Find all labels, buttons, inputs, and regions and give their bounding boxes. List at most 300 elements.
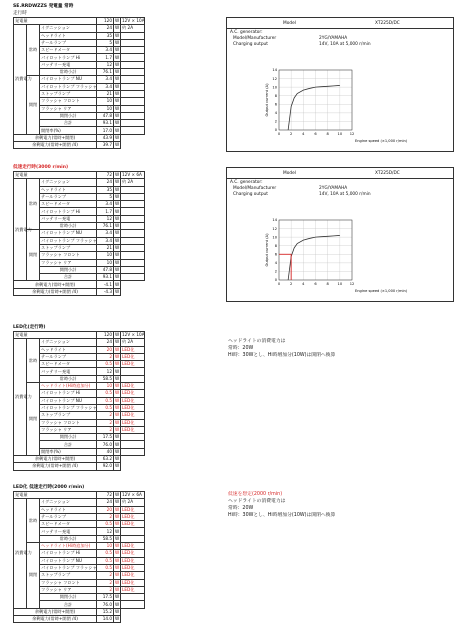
- item-name: ヘッドライト: [40, 186, 97, 193]
- item-name: バッテリー充電: [40, 215, 97, 222]
- item-name: フラッシャ フロント: [40, 579, 97, 586]
- capacity-label: 発電量: [14, 332, 97, 339]
- summary-row: [14, 463, 145, 470]
- spec-row-label: Charging output: [233, 42, 268, 47]
- item-name: テールランプ: [40, 513, 97, 520]
- item-name: パイロットランプ NU: [40, 397, 97, 404]
- item-unit: W: [115, 215, 120, 221]
- item-note: LED化: [121, 383, 145, 390]
- item-note: [121, 259, 145, 266]
- item-value: 17.0: [97, 127, 114, 134]
- item-name: パイロットランプ フラッシャ: [41, 237, 97, 243]
- summary-label: 余剰電力(常時+開閉 /4): [14, 142, 97, 149]
- item-name: 合計: [40, 441, 97, 448]
- item-note: [121, 223, 145, 230]
- item-note: [121, 201, 145, 208]
- item-note: [121, 98, 145, 105]
- item-note: 約 2A: [121, 339, 145, 346]
- item-unit: W: [115, 259, 120, 265]
- item-value: 5: [97, 39, 114, 46]
- item-value: 76.0: [97, 601, 114, 608]
- item-name: パイロットランプ Hi: [40, 208, 97, 215]
- item-value: 0.5: [97, 564, 114, 571]
- item-note: [121, 244, 145, 251]
- capacity-unit: W: [115, 332, 120, 338]
- item-unit: W: [115, 47, 120, 53]
- item-name: パイロットランプ NU: [40, 557, 97, 564]
- summary-value: 15.2: [97, 608, 114, 615]
- item-note: LED化: [121, 521, 145, 528]
- y-tick-label: 10: [272, 235, 277, 240]
- summary-row: [14, 281, 145, 288]
- item-note: LED化: [121, 572, 145, 579]
- capacity-spec: 12V × 10A: [122, 18, 145, 24]
- item-value: 24: [97, 25, 114, 32]
- item-value: 20: [97, 506, 114, 513]
- group-label-always: 常時: [27, 339, 40, 383]
- spec-row-value: 2YG/YAMAHA: [319, 186, 348, 191]
- item-unit: W: [115, 441, 120, 447]
- item-name: パイロットランプ フラッシャ: [41, 83, 97, 89]
- summary-value: 92.0: [97, 463, 114, 470]
- item-note: [121, 441, 145, 448]
- item-name: 開閉小計: [40, 594, 97, 601]
- x-tick-label: 0: [277, 132, 281, 136]
- x-axis-label: Engine speed (×1,000 r/min): [355, 289, 408, 293]
- summary-row: [14, 134, 145, 141]
- item-note: LED化: [121, 390, 145, 397]
- x-tick-label: 12: [349, 282, 355, 286]
- y-axis-label: Output current (A): [265, 233, 269, 267]
- item-value: 10: [97, 259, 114, 266]
- item-name: 常時小計: [40, 535, 97, 542]
- item-name: フラッシャ リア: [40, 259, 97, 266]
- item-note: [121, 528, 145, 535]
- summary-unit: W: [115, 456, 120, 462]
- item-value: 3.4: [97, 47, 114, 54]
- item-unit: W: [115, 397, 120, 403]
- item-unit: W: [115, 513, 120, 519]
- section-subtitle-1: 走行時: [13, 11, 27, 16]
- item-value: 0.5: [97, 361, 114, 368]
- item-value: 10: [97, 98, 114, 105]
- item-name: 常時小計: [40, 375, 97, 382]
- capacity-value: 72: [97, 172, 114, 179]
- item-name: テールランプ: [40, 193, 97, 200]
- item-name: 合計: [40, 601, 97, 608]
- item-name: スピードメータ: [40, 361, 97, 368]
- item-unit: W: [115, 579, 120, 585]
- item-name: ストップランプ: [40, 412, 97, 419]
- item-value: 21: [97, 90, 114, 97]
- item-note: [121, 215, 145, 222]
- item-value: 24: [97, 339, 114, 346]
- item-name: フラッシャ リア: [40, 426, 97, 433]
- group-label-always: 常時: [27, 25, 40, 76]
- table-row: [14, 339, 145, 346]
- item-name: 開閉小計: [40, 434, 97, 441]
- item-unit: W: [115, 535, 120, 541]
- item-name: 開閉小計: [40, 266, 97, 273]
- table-row: [14, 230, 145, 237]
- item-unit: W: [115, 383, 120, 389]
- x-tick-label: 6: [314, 282, 317, 286]
- item-unit: W: [115, 32, 120, 38]
- item-value: 3.4: [97, 83, 114, 90]
- item-value: 3.4: [97, 201, 114, 208]
- item-value: 2: [97, 586, 114, 593]
- item-name: パイロットランプ Hi: [40, 390, 97, 397]
- item-value: 0.5: [97, 521, 114, 528]
- item-value: 24: [97, 499, 114, 506]
- item-value: 0.5: [97, 550, 114, 557]
- summary-label: 余剰電力(常時+開閉): [14, 456, 97, 463]
- item-unit: W: [115, 39, 120, 45]
- item-unit: W: [115, 361, 120, 367]
- item-name: ヘッドライト(Hi時追加分): [40, 543, 97, 550]
- note-line: 常時：20W: [228, 506, 254, 511]
- item-unit: W: [115, 594, 120, 600]
- item-note: LED化: [121, 361, 145, 368]
- x-tick-label: 8: [326, 132, 329, 136]
- note-line: Hi時：30Wとし、Hi時増加分(10W)は開閉へ換算: [228, 513, 336, 518]
- item-value: 93.1: [97, 120, 114, 127]
- item-value: 10: [97, 543, 114, 550]
- capacity-row: [14, 492, 145, 499]
- item-note: [121, 90, 145, 97]
- item-value: 12: [97, 528, 114, 535]
- item-value: 2: [97, 426, 114, 433]
- item-note: [121, 252, 145, 259]
- item-unit: W: [115, 572, 120, 578]
- x-tick-label: 0: [277, 282, 281, 286]
- item-note: LED化: [121, 586, 145, 593]
- item-value: 2: [97, 579, 114, 586]
- group-label-switch: 開閉: [27, 543, 40, 609]
- table-row: [14, 179, 145, 186]
- summary-unit: W: [115, 616, 120, 622]
- spec-row-value: 14V, 10A at 5,000 r/min: [319, 42, 371, 47]
- item-value: 12: [97, 61, 114, 68]
- x-axis-label: Engine speed (×1,000 r/min): [355, 139, 408, 143]
- item-unit: W: [115, 412, 120, 418]
- capacity-label: 発電量: [14, 492, 97, 499]
- spec-header-left: Model: [283, 20, 296, 26]
- capacity-label: 発電量: [14, 172, 97, 179]
- item-unit: W: [115, 112, 120, 118]
- item-value: 58.5: [97, 375, 114, 382]
- summary-unit: W: [115, 142, 120, 148]
- item-note: 約 2A: [121, 25, 145, 32]
- item-name: バッテリー充電: [40, 368, 97, 375]
- y-axis-label: Output current (A): [265, 83, 269, 117]
- table-row: [14, 499, 145, 506]
- item-value: 35: [97, 186, 114, 193]
- item-unit: W: [115, 368, 120, 374]
- item-note: [121, 83, 145, 90]
- item-name: スピードメータ: [40, 201, 97, 208]
- item-name: イグニッション: [40, 179, 97, 186]
- item-value: 21: [97, 244, 114, 251]
- item-name: パイロットランプ フラッシャ: [41, 565, 97, 571]
- summary-row: [14, 288, 145, 295]
- item-note: LED化: [121, 397, 145, 404]
- item-unit: W: [115, 426, 120, 432]
- group-label-consumption: 消費電力: [14, 499, 27, 608]
- item-note: [121, 274, 145, 281]
- y-tick-label: 12: [272, 76, 277, 81]
- item-note: [121, 76, 145, 83]
- x-tick-label: 4: [302, 282, 305, 286]
- power-table-2: [13, 171, 145, 296]
- item-unit: W: [115, 61, 120, 67]
- capacity-row: [14, 332, 145, 339]
- item-unit: W: [115, 419, 120, 425]
- capacity-value: 120: [97, 332, 114, 339]
- item-name: ヘッドライト: [40, 506, 97, 513]
- x-tick-label: 10: [337, 282, 343, 286]
- summary-spacer: [121, 456, 145, 463]
- x-tick-label: 4: [302, 132, 305, 136]
- summary-label: 余剰電力(常時+開閉): [14, 608, 97, 615]
- power-table-4: [13, 491, 145, 623]
- capacity-unit: W: [115, 172, 120, 178]
- spec-row-value: 14V, 10A at 5,000 r/min: [319, 192, 371, 197]
- x-tick-label: 12: [349, 132, 355, 136]
- item-unit: W: [115, 25, 120, 31]
- item-note: LED化: [121, 506, 145, 513]
- item-unit: W: [115, 586, 120, 592]
- item-name: フラッシャ フロント: [40, 419, 97, 426]
- capacity-unit: W: [115, 492, 120, 498]
- y-tick-label: 14: [272, 68, 277, 73]
- item-value: 3.4: [97, 76, 114, 83]
- item-unit: W: [115, 120, 120, 126]
- item-unit: W: [115, 201, 120, 207]
- output-current-chart: [227, 18, 453, 151]
- y-tick-label: 0: [274, 128, 277, 133]
- output-current-chart: [227, 168, 453, 301]
- item-name: 合計: [40, 120, 97, 127]
- item-value: 12: [97, 215, 114, 222]
- spec-header-right: XT225D/DC: [375, 170, 400, 176]
- x-tick-label: 2: [290, 282, 293, 286]
- item-value: 2: [97, 412, 114, 419]
- item-note: LED化: [121, 412, 145, 419]
- summary-value: 43.9: [97, 134, 114, 141]
- item-value: 1.7: [97, 54, 114, 61]
- section-title-2: 低速走行時(3000 r/min): [13, 165, 69, 170]
- item-value: 10: [97, 252, 114, 259]
- x-tick-label: 10: [337, 132, 343, 136]
- summary-unit: W: [115, 608, 120, 614]
- generator-spec-card-2: [226, 167, 454, 302]
- item-unit: W: [115, 208, 120, 214]
- group-label-always: 常時: [27, 179, 40, 230]
- summary-row: [14, 456, 145, 463]
- item-unit: W: [115, 543, 120, 549]
- group-label-switch: 開閉: [27, 230, 40, 281]
- item-value: 1.7: [97, 208, 114, 215]
- spec-row-label: Charging output: [233, 192, 268, 197]
- item-value: 17.5: [97, 594, 114, 601]
- item-unit: W: [115, 91, 120, 97]
- item-unit: W: [115, 237, 120, 243]
- item-value: 35: [97, 32, 114, 39]
- item-note: LED化: [121, 353, 145, 360]
- item-name: スピードメータ: [40, 47, 97, 54]
- item-name: ストップランプ: [40, 572, 97, 579]
- item-note: [121, 54, 145, 61]
- item-unit: W: [115, 346, 120, 352]
- group-label-switch: 開閉: [27, 76, 40, 134]
- summary-spacer: [121, 134, 145, 141]
- capacity-spec: 12V × 6A: [121, 492, 145, 499]
- spec-row-label: A.C. generator:: [230, 30, 263, 35]
- summary-row: [14, 608, 145, 615]
- x-tick-label: 8: [326, 282, 329, 286]
- item-unit: W: [115, 375, 120, 381]
- section-title-4: LED化 低速走行時(2000 r/min): [13, 485, 85, 490]
- y-tick-label: 6: [274, 252, 277, 257]
- item-note: [121, 266, 145, 273]
- y-tick-label: 6: [274, 102, 277, 107]
- item-name: イグニッション: [40, 499, 97, 506]
- capacity-row: [14, 172, 145, 179]
- item-note: 約 2A: [121, 499, 145, 506]
- item-name: 常時小計: [40, 69, 97, 76]
- item-unit: W: [115, 601, 120, 607]
- item-note: [121, 39, 145, 46]
- summary-spacer: [121, 463, 145, 470]
- item-value: 0.5: [97, 404, 114, 411]
- summary-label: 余剰電力(常時+開閉 /4): [14, 463, 97, 470]
- item-value: 40: [97, 448, 114, 455]
- item-name: 開閉小計: [40, 112, 97, 119]
- item-name: フラッシャ リア: [40, 105, 97, 112]
- item-name: パイロットランプ NU: [40, 230, 97, 237]
- item-unit: W: [115, 390, 120, 396]
- summary-spacer: [121, 288, 145, 295]
- y-tick-label: 4: [274, 261, 277, 266]
- summary-spacer: [121, 616, 145, 623]
- item-note: [121, 69, 145, 76]
- item-value: 12: [97, 368, 114, 375]
- item-unit: W: [115, 353, 120, 359]
- spec-row-label: A.C. generator:: [230, 180, 263, 185]
- item-note: [121, 601, 145, 608]
- spec-header-right: XT225D/DC: [375, 20, 400, 26]
- item-name: ストップランプ: [40, 244, 97, 251]
- y-tick-label: 12: [272, 226, 277, 231]
- item-value: 10: [97, 383, 114, 390]
- item-unit: W: [115, 127, 120, 133]
- note-title-red: 低速を想定(2000 r/min): [228, 492, 283, 497]
- item-name: イグニッション: [40, 25, 97, 32]
- item-note: [121, 47, 145, 54]
- table-row: [14, 25, 145, 32]
- item-unit: W: [115, 434, 120, 440]
- spec-row-label: Model/Manufacturer: [233, 186, 277, 191]
- item-note: [121, 32, 145, 39]
- y-tick-label: 8: [274, 243, 277, 248]
- x-tick-label: 6: [314, 132, 317, 136]
- item-name: パイロットランプ NU: [40, 76, 97, 83]
- item-name: バッテリー充電: [40, 61, 97, 68]
- summary-value: -4.1: [97, 281, 114, 288]
- summary-label: 余剰電力(常時+開閉): [14, 281, 97, 288]
- summary-spacer: [121, 142, 145, 149]
- item-note: [121, 535, 145, 542]
- item-value: 3.4: [97, 237, 114, 244]
- y-tick-label: 0: [274, 278, 277, 283]
- capacity-value: 120: [97, 18, 114, 25]
- item-unit: W: [115, 245, 120, 251]
- item-value: 93.1: [97, 274, 114, 281]
- group-label-always: 常時: [27, 499, 40, 543]
- item-note: [121, 448, 145, 455]
- item-name: フラッシャ リア: [40, 586, 97, 593]
- y-tick-label: 8: [274, 93, 277, 98]
- x-tick-label: 2: [290, 132, 293, 136]
- y-tick-label: 14: [272, 218, 277, 223]
- item-note: [121, 112, 145, 119]
- note-line: Hi時：30Wとし、Hi時増加分(10W)は開閉へ換算: [228, 353, 336, 358]
- item-note: LED化: [121, 564, 145, 571]
- note-title: ヘッドライトの消費電力は: [228, 339, 286, 344]
- item-name: ストップランプ: [40, 90, 97, 97]
- capacity-label: 発電量: [14, 18, 97, 25]
- item-unit: W: [115, 252, 120, 258]
- item-value: 5: [97, 193, 114, 200]
- item-note: [121, 230, 145, 237]
- summary-row: [14, 142, 145, 149]
- item-value: 76.1: [97, 223, 114, 230]
- item-note: [121, 105, 145, 112]
- group-label-consumption: 消費電力: [14, 25, 27, 134]
- y-tick-label: 2: [274, 269, 277, 274]
- item-unit: W: [115, 557, 120, 563]
- item-unit: W: [115, 339, 120, 345]
- item-note: LED化: [121, 426, 145, 433]
- summary-unit: W: [115, 134, 120, 140]
- item-value: 58.5: [97, 535, 114, 542]
- item-name: パイロットランプ Hi: [40, 550, 97, 557]
- summary-spacer: [121, 281, 145, 288]
- item-name: 合計: [40, 274, 97, 281]
- item-name: テールランプ: [40, 353, 97, 360]
- item-unit: W: [115, 98, 120, 104]
- item-unit: W: [115, 105, 120, 111]
- item-value: 2: [97, 419, 114, 426]
- item-unit: W: [115, 506, 120, 512]
- table-row: [14, 76, 145, 83]
- item-note: [121, 237, 145, 244]
- item-note: 約 2A: [121, 179, 145, 186]
- power-table-1: [13, 17, 145, 149]
- item-note: LED化: [121, 543, 145, 550]
- generator-spec-card-1: [226, 17, 454, 152]
- item-value: 76.1: [97, 69, 114, 76]
- item-unit: W: [115, 565, 120, 571]
- item-unit: W: [115, 179, 120, 185]
- item-name: フラッシャ フロント: [40, 252, 97, 259]
- spec-row-value: 2YG/YAMAHA: [319, 36, 348, 41]
- item-name: 開閉率(%): [40, 127, 97, 134]
- item-name: スピードメータ: [40, 521, 97, 528]
- capacity-unit: W: [115, 18, 120, 24]
- table-row: [14, 383, 145, 390]
